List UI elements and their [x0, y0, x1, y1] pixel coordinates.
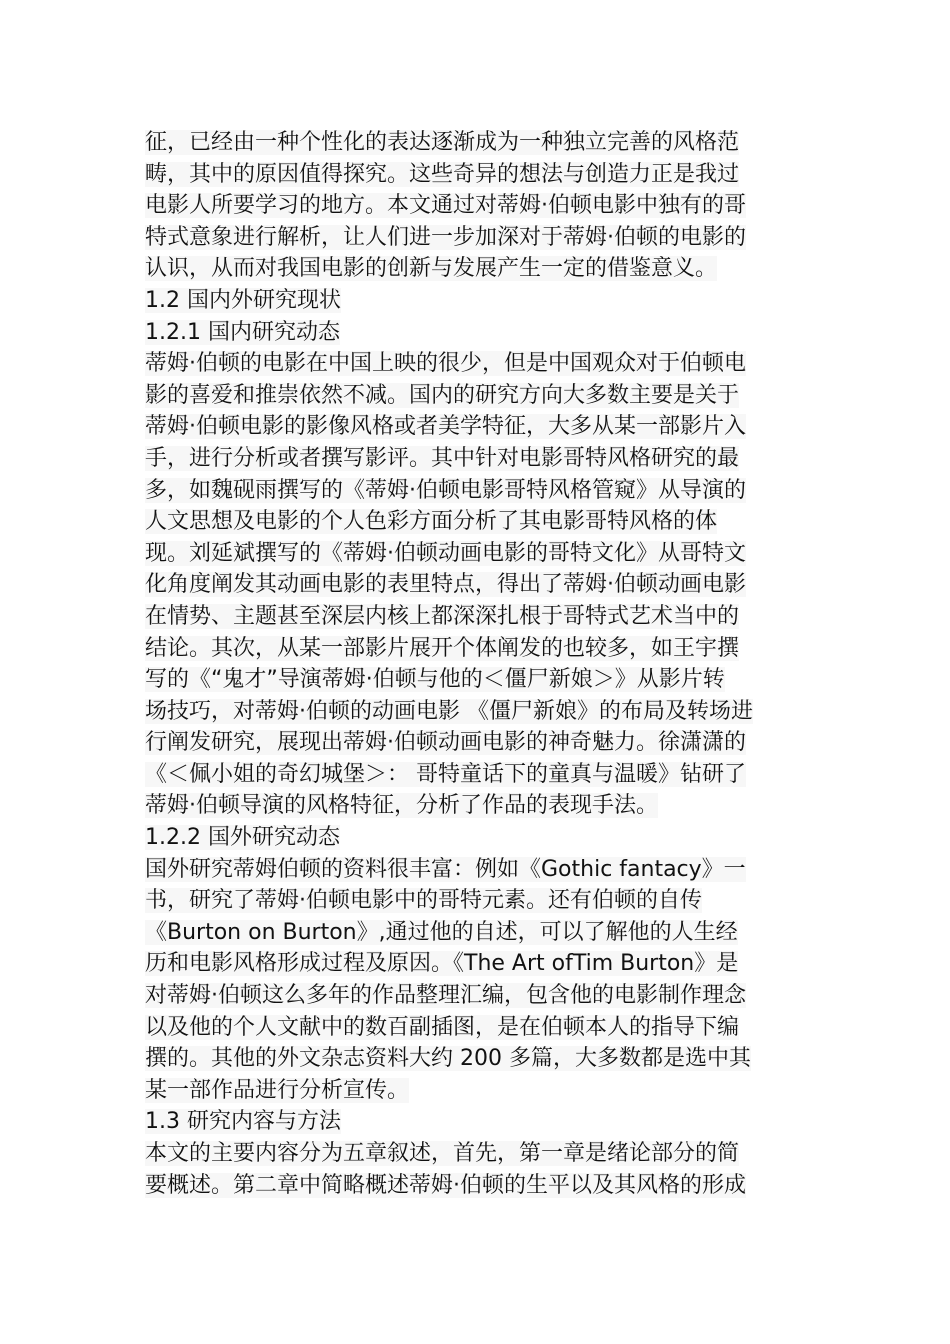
paragraph-line [145, 253, 810, 285]
paragraph-line [145, 727, 810, 759]
paragraph-line [145, 1138, 810, 1170]
line-text: 对蒂姆·伯顿这么多年的作品整理汇编，包含他的电影制作理念 [145, 983, 746, 1009]
section-heading [145, 1106, 810, 1138]
paragraph-line [145, 1043, 810, 1075]
line-text: 某一部作品进行分析宣传。 [145, 1077, 410, 1103]
line-text: 《＜佩小姐的奇幻城堡＞： 哥特童话下的童真与温暖》钻研了 [145, 761, 746, 787]
paragraph-line [145, 601, 810, 633]
line-text: 多，如魏砚雨撰写的《蒂姆·伯顿电影哥特风格管窥》从导演的 [145, 477, 746, 503]
heading-text: 1.2 国内外研究现状 [145, 287, 341, 313]
line-text: 以及他的个人文献中的数百副插图，是在伯顿本人的指导下编 [145, 1014, 740, 1040]
paragraph-line [145, 475, 810, 507]
line-text: 征，已经由一种个性化的表达逐渐成为一种独立完善的风格范 [145, 130, 740, 155]
heading-text: 1.3 研究内容与方法 [145, 1109, 341, 1135]
line-text: 蒂姆·伯顿的电影在中国上映的很少，但是中国观众对于伯顿电 [145, 351, 746, 377]
paragraph-line [145, 917, 810, 949]
paragraph-line [145, 980, 810, 1012]
line-text: 化角度阐发其动画电影的表里特点，得出了蒂姆·伯顿动画电影 [145, 572, 746, 598]
paragraph-line [145, 696, 810, 728]
paragraph-line [145, 854, 810, 886]
paragraph-line [145, 506, 810, 538]
line-text: 场技巧，对蒂姆·伯顿的动画电影 《僵尸新娘》的布局及转场进 [145, 698, 753, 724]
line-text: 撰的。其他的外文杂志资料大约 200 多篇，大多数都是选中其 [145, 1046, 751, 1072]
line-text: 历和电影风格形成过程及原因。《The Art ofTim Burton》是 [145, 951, 739, 977]
line-text: 要概述。第二章中简略概述蒂姆·伯顿的生平以及其风格的形成 [145, 1172, 746, 1198]
line-text: 人文思想及电影的个人色彩方面分析了其电影哥特风格的体 [145, 509, 718, 535]
paragraph-line [145, 411, 810, 443]
line-text: 《Burton on Burton》,通过他的自述，可以了解他的人生经 [145, 919, 738, 945]
paragraph-line [145, 159, 810, 191]
subsection-heading [145, 822, 810, 854]
paragraph-line [145, 790, 810, 822]
paragraph-line [145, 380, 810, 412]
heading-text: 1.2.1 国内研究动态 [145, 319, 340, 345]
paragraph-line [145, 664, 810, 696]
line-text: 特式意象进行解析，让人们进一步加深对于蒂姆·伯顿的电影的 [145, 224, 746, 250]
paragraph-line [145, 885, 810, 917]
line-text: 结论。其次，从某一部影片展开个体阐发的也较多，如王宇撰 [145, 635, 740, 661]
line-text: 影的喜爱和推崇依然不减。国内的研究方向大多数主要是关于 [145, 382, 740, 408]
line-text: 畴，其中的原因值得探究。这些奇异的想法与创造力正是我过 [145, 161, 740, 187]
paragraph-line [145, 443, 810, 475]
paragraph-line [145, 1075, 810, 1107]
heading-text: 1.2.2 国外研究动态 [145, 825, 340, 851]
line-text: 手，进行分析或者撰写影评。其中针对电影哥特风格研究的最 [145, 445, 740, 471]
section-heading [145, 285, 810, 317]
line-text: 书，研究了蒂姆·伯顿电影中的哥特元素。还有伯顿的自传 [145, 888, 702, 914]
paragraph-line [145, 222, 810, 254]
paragraph-line [145, 190, 810, 222]
subsection-heading [145, 317, 810, 349]
paragraph-line [145, 1012, 810, 1044]
document-page [145, 127, 810, 1201]
paragraph-line [145, 1170, 810, 1202]
line-text: 电影人所要学习的地方。本文通过对蒂姆·伯顿电影中独有的哥 [145, 193, 746, 219]
line-text: 现。刘延斌撰写的《蒂姆·伯顿动画电影的哥特文化》从哥特文 [145, 540, 746, 566]
line-text: 国外研究蒂姆伯顿的资料很丰富：例如《Gothic fantacy》一 [145, 856, 746, 882]
line-text: 蒂姆·伯顿导演的风格特征，分析了作品的表现手法。 [145, 793, 658, 819]
paragraph-line [145, 127, 810, 159]
paragraph-line [145, 569, 810, 601]
line-text: 写的《“鬼才”导演蒂姆·伯顿与他的＜僵尸新娘＞》从影片转 [145, 667, 725, 693]
paragraph-line [145, 759, 810, 791]
paragraph-line [145, 948, 810, 980]
line-text: 行阐发研究，展现出蒂姆·伯顿动画电影的神奇魅力。徐潇潇的 [145, 730, 746, 756]
paragraph-line [145, 348, 810, 380]
line-text: 蒂姆·伯顿电影的影像风格或者美学特征，大多从某一部影片入 [145, 414, 746, 440]
line-text: 在情势、主题甚至深层内核上都深深扎根于哥特式艺术当中的 [145, 603, 740, 629]
paragraph-line [145, 538, 810, 570]
paragraph-line [145, 633, 810, 665]
line-text: 认识，从而对我国电影的创新与发展产生一定的借鉴意义。 [145, 256, 718, 282]
line-text: 本文的主要内容分为五章叙述，首先，第一章是绪论部分的简 [145, 1141, 740, 1166]
